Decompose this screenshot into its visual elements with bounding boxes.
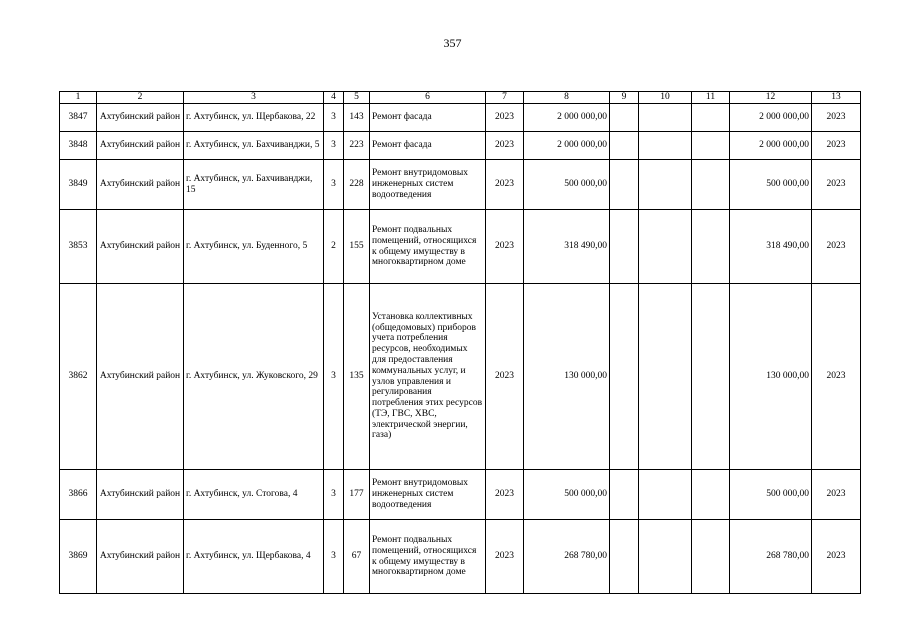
cost-cell: 500 000,00 <box>524 160 610 210</box>
done-year-cell: 2023 <box>812 104 861 132</box>
district-cell: Ахтубинский район <box>97 160 184 210</box>
col11-cell <box>692 520 730 594</box>
col5-cell: 223 <box>344 132 370 160</box>
district-cell: Ахтубинский район <box>97 470 184 520</box>
col10-cell <box>639 104 692 132</box>
year-cell: 2023 <box>486 160 524 210</box>
work-type-cell: Ремонт фасада <box>370 132 486 160</box>
total-cell: 268 780,00 <box>730 520 812 594</box>
address-cell: г. Ахтубинск, ул. Щербакова, 22 <box>184 104 324 132</box>
table-row <box>60 520 861 594</box>
address-cell: г. Ахтубинск, ул. Щербакова, 4 <box>184 520 324 594</box>
done-year-cell: 2023 <box>812 520 861 594</box>
column-header: 10 <box>639 92 692 104</box>
col9-cell <box>610 104 639 132</box>
row-id: 3849 <box>60 160 97 210</box>
work-type-cell: Ремонт подвальных помещений, относящихся к общему имуществу в многоквартирном доме <box>370 520 486 594</box>
col5-cell: 143 <box>344 104 370 132</box>
column-header: 3 <box>184 92 324 104</box>
column-header: 4 <box>324 92 344 104</box>
col4-cell: 3 <box>324 520 344 594</box>
col9-cell <box>610 284 639 470</box>
done-year-cell: 2023 <box>812 210 861 284</box>
row-id: 3862 <box>60 284 97 470</box>
col11-cell <box>692 210 730 284</box>
total-cell: 500 000,00 <box>730 160 812 210</box>
col5-cell: 135 <box>344 284 370 470</box>
col10-cell <box>639 284 692 470</box>
year-cell: 2023 <box>486 210 524 284</box>
district-cell: Ахтубинский район <box>97 104 184 132</box>
column-number-row <box>60 92 861 104</box>
cost-cell: 500 000,00 <box>524 470 610 520</box>
col11-cell <box>692 470 730 520</box>
table-row <box>60 470 861 520</box>
table-row <box>60 284 861 470</box>
address-cell: г. Ахтубинск, ул. Жуковского, 29 <box>184 284 324 470</box>
col4-cell: 3 <box>324 104 344 132</box>
work-type-cell: Установка коллективных (общедомовых) приборов учета потребления ресурсов, необходимых для предоставления коммунальных услуг, и узлов управления и регулирования потребления этих ресурсов (ТЭ, ГВС, ХВС, электрической энергии, газа) <box>370 284 486 470</box>
col9-cell <box>610 520 639 594</box>
done-year-cell: 2023 <box>812 160 861 210</box>
total-cell: 500 000,00 <box>730 470 812 520</box>
col5-cell: 177 <box>344 470 370 520</box>
register-table <box>59 91 861 594</box>
col10-cell <box>639 132 692 160</box>
district-cell: Ахтубинский район <box>97 520 184 594</box>
row-id: 3853 <box>60 210 97 284</box>
col9-cell <box>610 132 639 160</box>
col4-cell: 3 <box>324 132 344 160</box>
column-header: 9 <box>610 92 639 104</box>
total-cell: 130 000,00 <box>730 284 812 470</box>
done-year-cell: 2023 <box>812 132 861 160</box>
table-row <box>60 132 861 160</box>
done-year-cell: 2023 <box>812 284 861 470</box>
table-row <box>60 160 861 210</box>
work-type-cell: Ремонт внутридомовых инженерных систем водоотведения <box>370 160 486 210</box>
row-id: 3866 <box>60 470 97 520</box>
col9-cell <box>610 160 639 210</box>
col4-cell: 3 <box>324 470 344 520</box>
col4-cell: 3 <box>324 160 344 210</box>
col4-cell: 3 <box>324 284 344 470</box>
year-cell: 2023 <box>486 520 524 594</box>
cost-cell: 2 000 000,00 <box>524 132 610 160</box>
done-year-cell: 2023 <box>812 470 861 520</box>
cost-cell: 268 780,00 <box>524 520 610 594</box>
column-header: 11 <box>692 92 730 104</box>
row-id: 3848 <box>60 132 97 160</box>
col11-cell <box>692 160 730 210</box>
row-id: 3869 <box>60 520 97 594</box>
col5-cell: 67 <box>344 520 370 594</box>
column-header: 12 <box>730 92 812 104</box>
col9-cell <box>610 210 639 284</box>
year-cell: 2023 <box>486 470 524 520</box>
work-type-cell: Ремонт подвальных помещений, относящихся к общему имуществу в многоквартирном доме <box>370 210 486 284</box>
year-cell: 2023 <box>486 104 524 132</box>
address-cell: г. Ахтубинск, ул. Стогова, 4 <box>184 470 324 520</box>
page-number: 357 <box>443 36 462 50</box>
col10-cell <box>639 520 692 594</box>
col9-cell <box>610 470 639 520</box>
column-header: 7 <box>486 92 524 104</box>
column-header: 2 <box>97 92 184 104</box>
total-cell: 318 490,00 <box>730 210 812 284</box>
col10-cell <box>639 210 692 284</box>
total-cell: 2 000 000,00 <box>730 132 812 160</box>
cost-cell: 318 490,00 <box>524 210 610 284</box>
col5-cell: 228 <box>344 160 370 210</box>
column-header: 1 <box>60 92 97 104</box>
cost-cell: 2 000 000,00 <box>524 104 610 132</box>
district-cell: Ахтубинский район <box>97 284 184 470</box>
table-row <box>60 210 861 284</box>
cost-cell: 130 000,00 <box>524 284 610 470</box>
year-cell: 2023 <box>486 284 524 470</box>
column-header: 5 <box>344 92 370 104</box>
col11-cell <box>692 132 730 160</box>
column-header: 13 <box>812 92 861 104</box>
district-cell: Ахтубинский район <box>97 132 184 160</box>
address-cell: г. Ахтубинск, ул. Буденного, 5 <box>184 210 324 284</box>
col4-cell: 2 <box>324 210 344 284</box>
col10-cell <box>639 160 692 210</box>
table-row <box>60 104 861 132</box>
col10-cell <box>639 470 692 520</box>
work-type-cell: Ремонт фасада <box>370 104 486 132</box>
address-cell: г. Ахтубинск, ул. Бахчиванджи, 15 <box>184 160 324 210</box>
row-id: 3847 <box>60 104 97 132</box>
total-cell: 2 000 000,00 <box>730 104 812 132</box>
address-cell: г. Ахтубинск, ул. Бахчиванджи, 5 <box>184 132 324 160</box>
column-header: 8 <box>524 92 610 104</box>
col5-cell: 155 <box>344 210 370 284</box>
district-cell: Ахтубинский район <box>97 210 184 284</box>
col11-cell <box>692 284 730 470</box>
column-header: 6 <box>370 92 486 104</box>
col11-cell <box>692 104 730 132</box>
year-cell: 2023 <box>486 132 524 160</box>
work-type-cell: Ремонт внутридомовых инженерных систем водоотведения <box>370 470 486 520</box>
